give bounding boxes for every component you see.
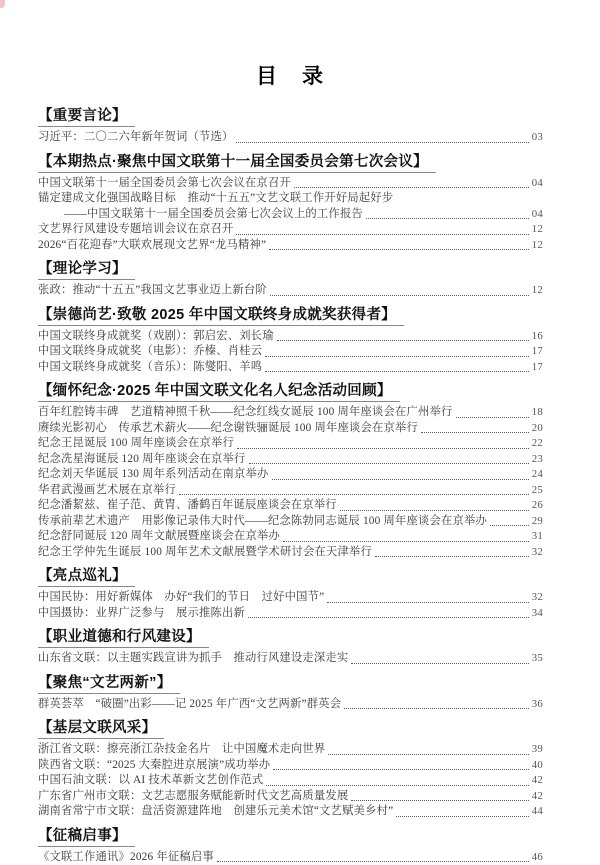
page-number: 12 xyxy=(532,222,543,238)
toc-section xyxy=(38,306,543,376)
page-title: 目 录 xyxy=(38,60,543,90)
page-number: 35 xyxy=(532,651,543,667)
section-heading-row xyxy=(38,827,543,847)
entry-title: 锚定建成文化强国战略目标 推动“十五五”文艺文联工作开好局起好步 xyxy=(38,191,393,207)
toc-entry xyxy=(38,176,543,192)
dot-leader xyxy=(272,479,529,480)
entry-title: 湖南省常宁市文联：盘活资源建阵地 创建乐元美术馆“文艺赋美乡村” xyxy=(38,804,393,820)
page-number: 42 xyxy=(532,773,543,789)
dot-leader xyxy=(421,432,529,433)
entry-title: 中国文联终身成就奖（电影）：乔榛、肖桂云 xyxy=(38,344,262,360)
toc-entry xyxy=(38,758,543,774)
entry-title: 文艺界行风建设专题培训会议在京召开 xyxy=(38,222,233,238)
section-heading: 【征稿启事】 xyxy=(38,828,135,847)
section-heading-row xyxy=(38,382,543,402)
toc-entry xyxy=(38,329,543,345)
entry-title: 纪念王昆诞辰 100 周年座谈会在京举行 xyxy=(38,436,234,452)
section-heading-row xyxy=(38,628,543,648)
dot-leader xyxy=(236,234,528,235)
dot-leader xyxy=(266,785,528,786)
entry-title: 纪念冼星海诞辰 120 周年座谈会在京举行 xyxy=(38,452,246,468)
toc-entry xyxy=(38,191,543,207)
entry-title: ——中国文联第十一届全国委员会第七次会议上的工作报告 xyxy=(64,207,363,223)
page-number: 25 xyxy=(532,483,543,499)
section-heading-row xyxy=(38,306,543,326)
entry-title: 2026“百花迎春”大联欢展现文艺界“龙马精神” xyxy=(38,238,266,254)
page-number: 34 xyxy=(532,606,543,622)
page-number: 17 xyxy=(532,360,543,376)
dot-leader xyxy=(340,510,529,511)
page-number: 12 xyxy=(532,238,543,254)
toc-entry xyxy=(38,405,543,421)
entry-title: 传承前辈艺术遗产 用影像记录伟大时代——纪念陈勃同志诞辰 100 周年座谈会在京举办 xyxy=(38,514,487,530)
page-number: 46 xyxy=(532,850,543,865)
dot-leader xyxy=(328,754,528,755)
page-number: 18 xyxy=(532,405,543,421)
section-heading-row xyxy=(38,260,543,280)
entry-title: 赓续光影初心 传承艺术薪火——纪念谢铁骊诞辰 100 周年座谈会在京举行 xyxy=(38,421,418,437)
toc-section xyxy=(38,719,543,820)
toc-entry xyxy=(38,436,543,452)
section-heading: 【重要言论】 xyxy=(38,108,135,127)
toc-entry xyxy=(38,498,543,514)
entry-title: 纪念舒同诞辰 120 周年文献展暨座谈会在京举办 xyxy=(38,529,280,545)
page-number: 40 xyxy=(532,758,543,774)
section-heading: 【基层文联风采】 xyxy=(38,720,164,739)
entry-title: 中国石油文联：以 AI 技术革新文艺创作范式 xyxy=(38,773,263,789)
page-number: 29 xyxy=(532,514,543,530)
toc-entry xyxy=(38,130,543,146)
toc-section xyxy=(38,107,543,146)
toc-entry xyxy=(38,789,543,805)
dot-leader xyxy=(265,371,529,372)
dot-leader xyxy=(456,417,529,418)
entry-title: 陕西省文联：“2025 大秦腔进京展演”成功举办 xyxy=(38,758,270,774)
toc-entry xyxy=(38,467,543,483)
entry-title: 纪念王学仲先生诞辰 100 周年艺术文献展暨学术研讨会在天津举行 xyxy=(38,545,372,561)
entry-title: 华君武漫画艺术展在京举行 xyxy=(38,483,176,499)
toc-entry xyxy=(38,590,543,606)
toc-sections xyxy=(38,107,543,865)
toc-section xyxy=(38,153,543,254)
dot-leader xyxy=(269,249,529,250)
dot-leader xyxy=(270,295,529,296)
page-number: 03 xyxy=(532,130,543,146)
section-heading: 【本期热点·聚焦中国文联第十一届全国委员会第七次会议】 xyxy=(38,154,436,173)
dot-leader xyxy=(396,816,528,817)
entry-title: 纪念潘絜兹、崔子范、黄胄、潘鹤百年诞辰座谈会在京举行 xyxy=(38,498,337,514)
section-heading-row xyxy=(38,107,543,127)
entry-title: 百年红腔铸丰碑 艺道精神照千秋——纪念红线女诞辰 100 周年座谈会在广州举行 xyxy=(38,405,453,421)
dot-leader xyxy=(237,448,529,449)
toc-entry xyxy=(38,651,543,667)
toc-entry xyxy=(38,283,543,299)
entry-title: 中国文联终身成就奖（戏剧）：郭启宏、刘长瑜 xyxy=(38,329,274,345)
dot-leader xyxy=(249,463,529,464)
page-number: 42 xyxy=(532,789,543,805)
section-heading: 【崇德尚艺·致敬 2025 年中国文联终身成就奖获得者】 xyxy=(38,307,404,326)
page-number: 39 xyxy=(532,742,543,758)
toc-entry xyxy=(38,514,543,530)
entry-title: 中国民协：用好新媒体 办好“我们的节日 过好中国节” xyxy=(38,590,324,606)
page-number: 32 xyxy=(532,545,543,561)
page-number: 16 xyxy=(532,329,543,345)
toc-entry xyxy=(38,421,543,437)
page-number: 44 xyxy=(532,804,543,820)
page-number: 26 xyxy=(532,498,543,514)
page-number: 22 xyxy=(532,436,543,452)
dot-leader xyxy=(265,356,529,357)
section-heading-row xyxy=(38,153,543,173)
dot-leader xyxy=(351,800,528,801)
page-number: 20 xyxy=(532,421,543,437)
toc-entry xyxy=(38,804,543,820)
dot-leader xyxy=(179,494,529,495)
toc-entry xyxy=(38,344,543,360)
toc-entry xyxy=(38,207,543,223)
page-number: 24 xyxy=(532,467,543,483)
dot-leader xyxy=(344,708,529,709)
dot-leader xyxy=(236,142,528,143)
page-number: 36 xyxy=(532,697,543,713)
entry-title: 山东省文联：以主题实践宣讲为抓手 推动行风建设走深走实 xyxy=(38,651,348,667)
section-heading-row xyxy=(38,719,543,739)
page-number: 04 xyxy=(532,207,543,223)
toc-section xyxy=(38,260,543,299)
page-number: 31 xyxy=(532,529,543,545)
entry-title: 张政：推动“十五五”我国文艺事业迈上新台阶 xyxy=(38,283,267,299)
toc-entry xyxy=(38,773,543,789)
toc-entry xyxy=(38,238,543,254)
entry-title: 群英荟萃 “破圈”出彩——记 2025 年广西“文艺两新”群英会 xyxy=(38,697,341,713)
toc-section xyxy=(38,567,543,621)
dot-leader xyxy=(327,602,528,603)
toc-entry xyxy=(38,545,543,561)
toc-section xyxy=(38,628,543,667)
entry-title: 中国文联终身成就奖（音乐）：陈燮阳、羊鸣 xyxy=(38,360,262,376)
section-heading: 【亮点巡礼】 xyxy=(38,568,135,587)
page-number: 17 xyxy=(532,344,543,360)
toc-entry xyxy=(38,222,543,238)
toc-section xyxy=(38,674,543,713)
entry-title: 《文联工作通讯》2026 年征稿启事 xyxy=(38,850,214,865)
section-heading-row xyxy=(38,567,543,587)
section-heading: 【缅怀纪念·2025 年中国文联文化名人纪念活动回顾】 xyxy=(38,383,400,402)
entry-title: 中国文联第十一届全国委员会第七次会议在京召开 xyxy=(38,176,291,192)
entry-title: 纪念刘天华诞辰 130 周年系列活动在南京举办 xyxy=(38,467,269,483)
toc-entry xyxy=(38,606,543,622)
page-number: 32 xyxy=(532,590,543,606)
section-heading-row xyxy=(38,674,543,694)
page-number: 12 xyxy=(532,283,543,299)
toc-entry xyxy=(38,452,543,468)
entry-title: 浙江省文联：擦亮浙江杂技金名片 让中国魔术走向世界 xyxy=(38,742,325,758)
entry-title: 广东省广州市文联：文艺志愿服务赋能新时代文艺高质量发展 xyxy=(38,789,348,805)
dot-leader xyxy=(294,187,529,188)
section-heading: 【理论学习】 xyxy=(38,261,135,280)
dot-leader xyxy=(375,556,529,557)
dot-leader xyxy=(490,525,529,526)
toc-section xyxy=(38,827,543,865)
toc-entry xyxy=(38,483,543,499)
entry-title: 中国摄协：业界广泛参与 展示推陈出新 xyxy=(38,606,245,622)
dot-leader xyxy=(351,663,528,664)
toc-entry xyxy=(38,360,543,376)
toc-section xyxy=(38,382,543,560)
section-heading: 【职业道德和行风建设】 xyxy=(38,629,209,648)
dot-leader xyxy=(248,617,529,618)
toc-entry xyxy=(38,742,543,758)
corner-mark xyxy=(0,0,5,8)
toc-entry xyxy=(38,697,543,713)
dot-leader xyxy=(217,861,529,862)
page-number: 23 xyxy=(532,452,543,468)
dot-leader xyxy=(283,541,529,542)
dot-leader xyxy=(277,340,529,341)
entry-title: 习近平：二〇二六年新年贺词（节选） xyxy=(38,130,233,146)
dot-leader xyxy=(273,769,529,770)
toc-entry xyxy=(38,850,543,865)
section-heading: 【聚焦“文艺两新”】 xyxy=(38,675,180,694)
toc-entry xyxy=(38,529,543,545)
page-number: 04 xyxy=(532,176,543,192)
dot-leader xyxy=(366,218,529,219)
